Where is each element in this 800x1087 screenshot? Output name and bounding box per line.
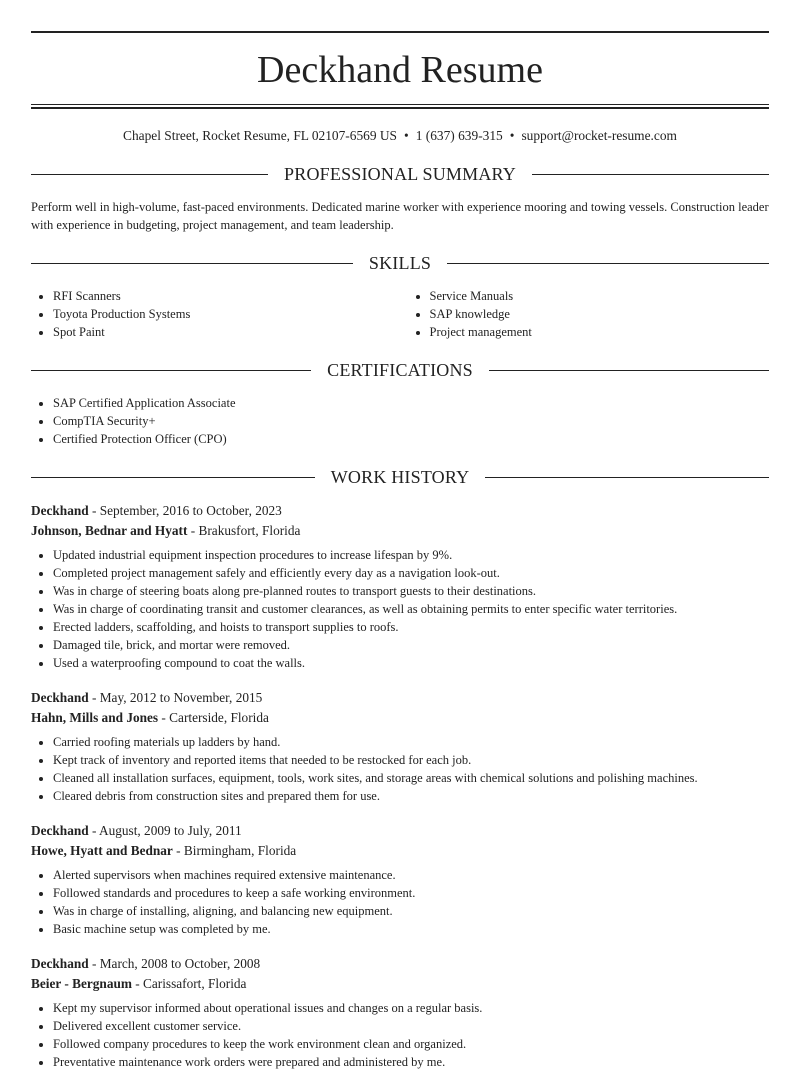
divider-line: [31, 263, 353, 264]
job-title-line: [31, 688, 769, 708]
certifications-section-header: [31, 358, 769, 382]
job-entry: [31, 954, 769, 1071]
job-bullet: • Carried roofing materials up ladders by hand.: [53, 733, 769, 751]
certification-item: • CompTIA Security+: [53, 412, 769, 430]
job-title: Deckhand: [31, 503, 89, 518]
summary-section-header: [31, 162, 769, 186]
resume-page: [31, 31, 769, 1087]
contact-email[interactable]: support@rocket-resume.com: [521, 128, 677, 143]
skill-item: • SAP knowledge: [430, 305, 770, 323]
title-double-rule: [31, 104, 769, 109]
job-bullet: • Kept my supervisor informed about operational issues and changes on a regular basis.: [53, 999, 769, 1017]
contact-separator: •: [404, 128, 409, 143]
job-dates: September, 2016 to October, 2023: [99, 503, 282, 518]
skills-column-right: [393, 287, 770, 341]
skills-heading: SKILLS: [368, 253, 432, 273]
job-company: Howe, Hyatt and Bednar: [31, 843, 173, 858]
job-title: Deckhand: [31, 956, 89, 971]
job-bullet: • Cleaned all installation surfaces, equipment, tools, work sites, and storage areas with chemical solutions and polishing machines.: [53, 769, 769, 787]
divider-line: [31, 477, 315, 478]
certifications-heading: CERTIFICATIONS: [327, 360, 473, 380]
job-entry: [31, 821, 769, 938]
resume-title: Deckhand Resume: [257, 49, 543, 91]
skills-column-left: [31, 287, 393, 341]
certifications-list: [31, 394, 769, 448]
skills-list: [31, 287, 769, 341]
job-bullets: [31, 999, 769, 1071]
job-dates: August, 2009 to July, 2011: [98, 823, 242, 838]
summary-text: Perform well in high-volume, fast-paced environments. Dedicated marine worker with experience mooring and towing vessels. Construction leader with experience in budgeting, project management, and team leadership.: [31, 200, 769, 232]
job-bullet: • Alerted supervisors when machines required extensive maintenance.: [53, 866, 769, 884]
divider-line: [31, 174, 268, 175]
job-entry: [31, 688, 769, 805]
certification-item: • SAP Certified Application Associate: [53, 394, 769, 412]
dash-separator: -: [158, 710, 170, 725]
job-title-line: [31, 954, 769, 974]
divider-line: [31, 370, 311, 371]
job-bullets: [31, 866, 769, 938]
job-bullet: • Completed project management safely and efficiently every day as a navigation look-out.: [53, 564, 769, 582]
job-bullet: • Delivered excellent customer service.: [53, 1017, 769, 1035]
skills-section-header: [31, 251, 769, 275]
job-bullet: • Damaged tile, brick, and mortar were removed.: [53, 636, 769, 654]
job-dates: May, 2012 to November, 2015: [99, 690, 263, 705]
dash-separator: -: [172, 843, 184, 858]
job-location: Birmingham, Florida: [183, 843, 297, 858]
job-title-line: [31, 821, 769, 841]
job-bullets: [31, 546, 769, 672]
job-bullet: • Followed company procedures to keep the work environment clean and organized.: [53, 1035, 769, 1053]
contact-address: Chapel Street, Rocket Resume, FL 02107-6569 US: [123, 128, 398, 143]
job-bullet: • Was in charge of steering boats along pre-planned routes to transport guests to their destinations.: [53, 582, 769, 600]
dash-separator: -: [88, 690, 100, 705]
job-bullet: • Kept track of inventory and reported items that needed to be restocked for each job.: [53, 751, 769, 769]
job-bullet: • Basic machine setup was completed by me.: [53, 920, 769, 938]
job-dates: March, 2008 to October, 2008: [99, 956, 261, 971]
job-bullet: • Followed standards and procedures to keep a safe working environment.: [53, 884, 769, 902]
dash-separator: -: [187, 523, 199, 538]
divider-line: [485, 477, 769, 478]
skill-item: • RFI Scanners: [53, 287, 393, 305]
skill-item: • Project management: [430, 323, 770, 341]
job-company-line: [31, 521, 769, 541]
divider-line: [489, 370, 769, 371]
job-company: Johnson, Bednar and Hyatt: [31, 523, 188, 538]
job-title-line: [31, 501, 769, 521]
certification-item: • Certified Protection Officer (CPO): [53, 430, 769, 448]
job-bullet: • Was in charge of coordinating transit and customer clearances, as well as obtaining permits to enter specific water territories.: [53, 600, 769, 618]
dash-separator: -: [88, 823, 99, 838]
divider-line: [532, 174, 769, 175]
dash-separator: -: [131, 976, 144, 991]
dash-separator: -: [88, 503, 100, 518]
job-bullet: • Used a waterproofing compound to coat the walls.: [53, 654, 769, 672]
job-entry: [31, 501, 769, 672]
job-company: Hahn, Mills and Jones: [31, 710, 159, 725]
job-bullet: • Cleared debris from construction sites and prepared them for use.: [53, 787, 769, 805]
summary-heading: PROFESSIONAL SUMMARY: [284, 164, 516, 184]
job-company-line: [31, 708, 769, 728]
work-heading: WORK HISTORY: [330, 467, 470, 487]
skill-item: • Toyota Production Systems: [53, 305, 393, 323]
contact-phone[interactable]: 1 (637) 639-315: [415, 128, 503, 143]
job-bullet: • Was in charge of installing, aligning, and balancing new equipment.: [53, 902, 769, 920]
job-location: Carterside, Florida: [169, 710, 269, 725]
job-bullet: • Updated industrial equipment inspection procedures to increase lifespan by 9%.: [53, 546, 769, 564]
job-location: Carissafort, Florida: [143, 976, 247, 991]
job-bullet: • Erected ladders, scaffolding, and hoists to transport supplies to roofs.: [53, 618, 769, 636]
job-title: Deckhand: [31, 690, 89, 705]
skill-item: • Spot Paint: [53, 323, 393, 341]
job-company-line: [31, 974, 769, 994]
divider-line: [447, 263, 769, 264]
job-bullet: • Preventative maintenance work orders were prepared and administered by me.: [53, 1053, 769, 1071]
job-title: Deckhand: [31, 823, 89, 838]
top-rule: [31, 31, 769, 33]
job-company: Beier - Bergnaum: [31, 976, 132, 991]
contact-separator: •: [509, 128, 515, 143]
skill-item: • Service Manuals: [430, 287, 770, 305]
job-bullets: [31, 733, 769, 805]
contact-line: [31, 127, 769, 145]
dash-separator: -: [88, 956, 100, 971]
job-location: Brakusfort, Florida: [198, 523, 301, 538]
job-company-line: [31, 841, 769, 861]
work-section-header: [31, 465, 769, 489]
